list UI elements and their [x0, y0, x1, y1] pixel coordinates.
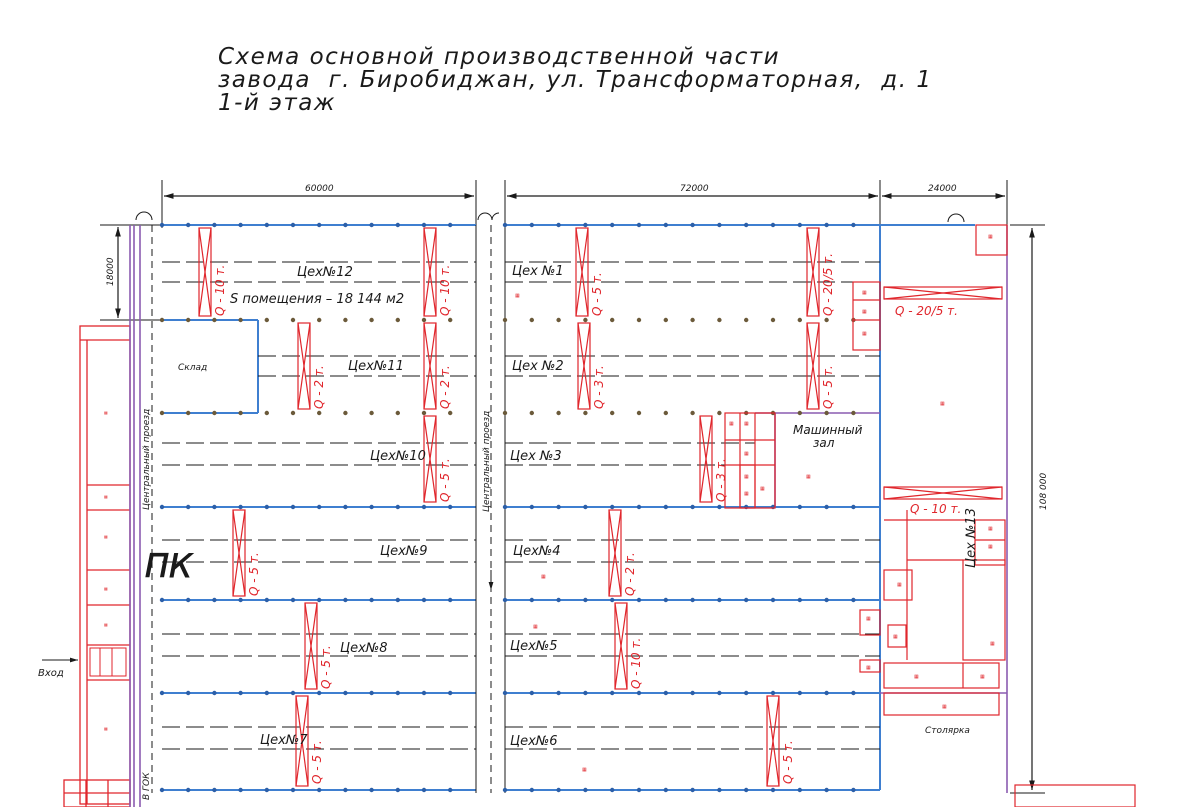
column-dot — [317, 318, 321, 322]
column-dot — [583, 505, 587, 509]
column-dot — [851, 411, 855, 415]
column-dot — [824, 788, 828, 792]
workshop-2-label: Цех №2 — [512, 359, 564, 374]
column-dot — [343, 691, 347, 695]
column-dot — [422, 223, 426, 227]
column-dot — [369, 691, 373, 695]
column-dot — [212, 411, 216, 415]
column-dot — [212, 223, 216, 227]
column-dot — [530, 691, 534, 695]
crane-label-c13b: Q - 10 т. — [910, 502, 962, 516]
column-dot — [583, 223, 587, 227]
column-dot — [851, 223, 855, 227]
column-dot — [771, 598, 775, 602]
column-dot — [317, 223, 321, 227]
column-dot — [343, 318, 347, 322]
workshop-1-label: Цех №1 — [512, 264, 564, 279]
svg-text:▦: ▦ — [729, 421, 734, 427]
column-dot — [690, 788, 694, 792]
column-dot — [637, 598, 641, 602]
column-dot — [369, 598, 373, 602]
column-dot — [238, 788, 242, 792]
column-dot — [556, 318, 560, 322]
column-dot — [556, 788, 560, 792]
pk-label: ПК — [145, 547, 192, 585]
column-dot — [186, 505, 190, 509]
column-dot — [317, 788, 321, 792]
area-label: S помещения – 18 144 м2 — [230, 292, 405, 307]
column-dot — [238, 223, 242, 227]
column-dot — [448, 505, 452, 509]
column-dot — [186, 411, 190, 415]
column-dot — [369, 223, 373, 227]
column-dot — [637, 505, 641, 509]
column-dot — [448, 598, 452, 602]
column-dot — [291, 318, 295, 322]
column-dot — [610, 223, 614, 227]
column-dot — [265, 505, 269, 509]
column-dot — [396, 505, 400, 509]
column-dot — [422, 411, 426, 415]
column-dot — [530, 318, 534, 322]
central-passage-lines — [152, 225, 505, 793]
column-dot — [824, 505, 828, 509]
column-dot — [798, 788, 802, 792]
dim-top-left: 60000 — [305, 184, 334, 194]
column-dot — [583, 691, 587, 695]
column-dot — [212, 318, 216, 322]
column-dot — [530, 411, 534, 415]
svg-text:▦: ▦ — [104, 726, 108, 731]
column-dot — [583, 411, 587, 415]
column-dot — [212, 691, 216, 695]
column-dot — [664, 411, 668, 415]
workshop-13-label: Цех №13 — [964, 508, 979, 568]
gok-label: В ГОК — [142, 772, 152, 800]
crane-label-c2a: Q - 3 т. — [592, 365, 606, 409]
crane-label-c2b: Q - 5 т. — [821, 365, 835, 409]
column-dot — [291, 598, 295, 602]
svg-text:▦: ▦ — [104, 586, 108, 591]
column-dot — [798, 223, 802, 227]
column-dot — [212, 598, 216, 602]
column-dot — [744, 598, 748, 602]
column-dot — [396, 598, 400, 602]
column-dot — [503, 788, 507, 792]
column-dot — [851, 788, 855, 792]
column-dot — [690, 411, 694, 415]
column-dot — [610, 411, 614, 415]
workshop-5-label: Цех№5 — [510, 639, 558, 654]
column-dot — [610, 788, 614, 792]
workshop-11-label: Цех№11 — [348, 359, 404, 374]
column-dot — [717, 788, 721, 792]
central-passage-left-label: Центральный проезд — [142, 408, 152, 510]
column-dot — [824, 691, 828, 695]
svg-text:▦: ▦ — [104, 622, 108, 627]
column-dot — [422, 318, 426, 322]
crane-label-c8: Q - 5 т. — [319, 645, 333, 689]
column-dot — [664, 505, 668, 509]
svg-text:▦: ▦ — [862, 290, 867, 296]
column-dot — [717, 411, 721, 415]
column-dot — [503, 691, 507, 695]
column-dot — [238, 318, 242, 322]
crane-label-c12b: Q - 10 т. — [438, 264, 452, 316]
column-dot — [530, 223, 534, 227]
column-dot — [448, 411, 452, 415]
column-dot — [317, 691, 321, 695]
column-dot — [396, 223, 400, 227]
column-dot — [798, 411, 802, 415]
column-dot — [186, 691, 190, 695]
column-dot — [771, 318, 775, 322]
column-dot — [798, 505, 802, 509]
column-dot — [690, 318, 694, 322]
column-dot — [503, 598, 507, 602]
column-dot — [238, 691, 242, 695]
svg-text:▦: ▦ — [990, 641, 995, 647]
column-dot — [717, 598, 721, 602]
column-dot — [556, 505, 560, 509]
column-dot — [503, 411, 507, 415]
svg-text:▦: ▦ — [104, 494, 108, 499]
crane-label-c7: Q - 5 т. — [310, 740, 324, 784]
column-dot — [396, 691, 400, 695]
column-dot — [530, 598, 534, 602]
carpentry-label: Столярка — [925, 726, 970, 736]
title-line-1: Схема основной производственной части — [218, 44, 781, 70]
crane-label-c1b: Q - 20/5 т. — [821, 253, 835, 316]
column-dot — [824, 411, 828, 415]
svg-text:▦: ▦ — [893, 634, 898, 640]
svg-text:▦: ▦ — [533, 624, 538, 630]
column-dot — [448, 223, 452, 227]
workshop-4-label: Цех№4 — [513, 544, 561, 559]
column-dot — [369, 318, 373, 322]
column-dot — [610, 598, 614, 602]
column-dot — [160, 223, 164, 227]
column-dot — [291, 411, 295, 415]
svg-text:▦: ▦ — [862, 309, 867, 315]
column-dot — [238, 411, 242, 415]
column-dot — [422, 691, 426, 695]
workshop-7-label: Цех№7 — [260, 733, 308, 748]
dim-top-right: 24000 — [928, 184, 957, 194]
column-dot — [798, 598, 802, 602]
column-dot — [690, 691, 694, 695]
column-dot — [291, 505, 295, 509]
svg-text:▦: ▦ — [806, 474, 811, 480]
svg-text:▦: ▦ — [760, 486, 765, 492]
crane-label-c13a: Q - 20/5 т. — [895, 304, 958, 318]
crane-capacity-labels — [213, 253, 961, 784]
svg-text:▦: ▦ — [744, 421, 749, 427]
column-dot — [160, 411, 164, 415]
column-dot — [771, 788, 775, 792]
title-line-2: завода г. Биробиджан, ул. Трансформаторная, д. 1 — [218, 67, 933, 93]
column-dot — [503, 318, 507, 322]
svg-text:▦: ▦ — [744, 451, 749, 457]
column-dot — [238, 598, 242, 602]
purple-walls — [130, 225, 1007, 807]
title-line-3: 1-й этаж — [218, 90, 337, 116]
column-dot — [664, 598, 668, 602]
column-dot — [422, 788, 426, 792]
column-dot — [238, 505, 242, 509]
machine-hall-label-2: зал — [813, 436, 835, 450]
column-dot — [448, 788, 452, 792]
column-dot — [824, 318, 828, 322]
column-dot — [343, 223, 347, 227]
column-dot — [851, 598, 855, 602]
column-dot — [556, 223, 560, 227]
column-dot — [265, 598, 269, 602]
column-dot — [503, 505, 507, 509]
crane-label-c1a: Q - 5 т. — [590, 272, 604, 316]
svg-text:▦: ▦ — [744, 474, 749, 480]
column-dot — [556, 598, 560, 602]
column-dot — [291, 691, 295, 695]
column-dot — [744, 318, 748, 322]
workshop-12-label: Цех№12 — [297, 265, 353, 280]
entrance-label: Вход — [38, 668, 64, 679]
warehouse-label: Склад — [178, 363, 208, 373]
column-dot — [717, 318, 721, 322]
column-dot — [396, 411, 400, 415]
column-dot — [396, 788, 400, 792]
column-dot — [317, 411, 321, 415]
column-dot — [503, 223, 507, 227]
column-dot — [422, 598, 426, 602]
column-dot — [369, 788, 373, 792]
workshop-10-label: Цех№10 — [370, 449, 426, 464]
central-passage-mid-label: Центральный проезд — [482, 410, 492, 512]
svg-text:▦: ▦ — [515, 293, 520, 299]
column-dot — [744, 691, 748, 695]
column-dot — [212, 505, 216, 509]
column-dot — [771, 691, 775, 695]
column-dot — [265, 411, 269, 415]
column-dot — [343, 598, 347, 602]
column-dot — [160, 788, 164, 792]
column-dot — [317, 505, 321, 509]
svg-text:▦: ▦ — [988, 544, 993, 550]
workshop-9-label: Цех№9 — [380, 544, 428, 559]
column-dot — [343, 411, 347, 415]
crane-label-c5: Q - 10 т. — [629, 637, 643, 689]
column-dot — [717, 505, 721, 509]
column-dot — [343, 788, 347, 792]
svg-text:▦: ▦ — [988, 526, 993, 532]
column-dot — [851, 505, 855, 509]
svg-text:▦: ▦ — [582, 767, 587, 773]
svg-text:▦: ▦ — [862, 331, 867, 337]
svg-text:▦: ▦ — [104, 534, 108, 539]
svg-text:▦: ▦ — [866, 616, 871, 622]
column-dot — [343, 505, 347, 509]
column-dot — [637, 788, 641, 792]
dim-top-mid: 72000 — [680, 184, 709, 194]
column-dot — [160, 691, 164, 695]
workshop-3-label: Цех №3 — [510, 449, 562, 464]
column-dot — [265, 691, 269, 695]
column-dot — [186, 788, 190, 792]
column-dot — [530, 788, 534, 792]
left-annex — [64, 326, 130, 807]
column-dot — [744, 788, 748, 792]
dim-left: 18000 — [106, 257, 116, 286]
crane-label-c12a: Q - 10 т. — [213, 264, 227, 316]
svg-text:▦: ▦ — [942, 704, 947, 710]
svg-text:▦: ▦ — [104, 410, 108, 415]
svg-text:▦: ▦ — [541, 574, 546, 580]
svg-text:▦: ▦ — [980, 674, 985, 680]
crane-label-c6: Q - 5 т. — [781, 740, 795, 784]
svg-text:▦: ▦ — [988, 234, 993, 240]
column-dot — [556, 411, 560, 415]
column-dot — [583, 318, 587, 322]
column-dot — [824, 223, 828, 227]
workshop-6-label: Цех№6 — [510, 734, 558, 749]
column-dot — [664, 318, 668, 322]
column-dot — [771, 223, 775, 227]
column-dot — [717, 223, 721, 227]
column-dot — [610, 691, 614, 695]
column-dot — [744, 223, 748, 227]
crane-label-c4: Q - 2 т. — [623, 552, 637, 596]
column-dot — [265, 223, 269, 227]
column-dot — [160, 598, 164, 602]
column-dot — [369, 411, 373, 415]
crane-label-c11a: Q - 2 т. — [312, 365, 326, 409]
crane-label-c3: Q - 3 т. — [714, 458, 728, 502]
column-dot — [291, 223, 295, 227]
column-dot — [369, 505, 373, 509]
column-dot — [556, 691, 560, 695]
column-dot — [637, 691, 641, 695]
column-dot — [664, 691, 668, 695]
column-dot — [717, 691, 721, 695]
crane-label-c11b: Q - 2 т. — [438, 365, 452, 409]
svg-text:▦: ▦ — [866, 665, 871, 671]
crane-label-c9: Q - 5 т. — [247, 552, 261, 596]
column-dot — [637, 223, 641, 227]
column-dot — [798, 691, 802, 695]
column-dot — [186, 223, 190, 227]
column-dot — [265, 788, 269, 792]
column-dot — [291, 788, 295, 792]
svg-text:▦: ▦ — [914, 674, 919, 680]
dim-right: 108 000 — [1039, 472, 1049, 510]
column-dot — [583, 788, 587, 792]
machine-hall-label-1: Машинный — [793, 423, 863, 437]
crane-label-c10: Q - 5 т. — [438, 458, 452, 502]
column-dot — [265, 318, 269, 322]
column-dot — [798, 318, 802, 322]
column-dot — [317, 598, 321, 602]
column-dot — [583, 598, 587, 602]
column-dot — [160, 318, 164, 322]
column-dot — [637, 411, 641, 415]
column-dot — [448, 318, 452, 322]
column-dot — [637, 318, 641, 322]
svg-text:▦: ▦ — [897, 582, 902, 588]
workshop-8-label: Цех№8 — [340, 641, 388, 656]
column-dot — [396, 318, 400, 322]
column-dot — [186, 318, 190, 322]
column-dot — [610, 505, 614, 509]
column-dot — [690, 505, 694, 509]
column-dot — [824, 598, 828, 602]
column-dot — [690, 598, 694, 602]
door-arcs — [136, 212, 964, 222]
column-dot — [422, 505, 426, 509]
column-dot — [448, 691, 452, 695]
column-dot — [160, 505, 164, 509]
svg-text:▦: ▦ — [744, 491, 749, 497]
column-dot — [664, 788, 668, 792]
column-dot — [851, 691, 855, 695]
column-dot — [690, 223, 694, 227]
column-dot — [530, 505, 534, 509]
column-dot — [186, 598, 190, 602]
svg-text:▦: ▦ — [940, 401, 945, 407]
column-dot — [664, 223, 668, 227]
column-dot — [212, 788, 216, 792]
column-dot — [610, 318, 614, 322]
